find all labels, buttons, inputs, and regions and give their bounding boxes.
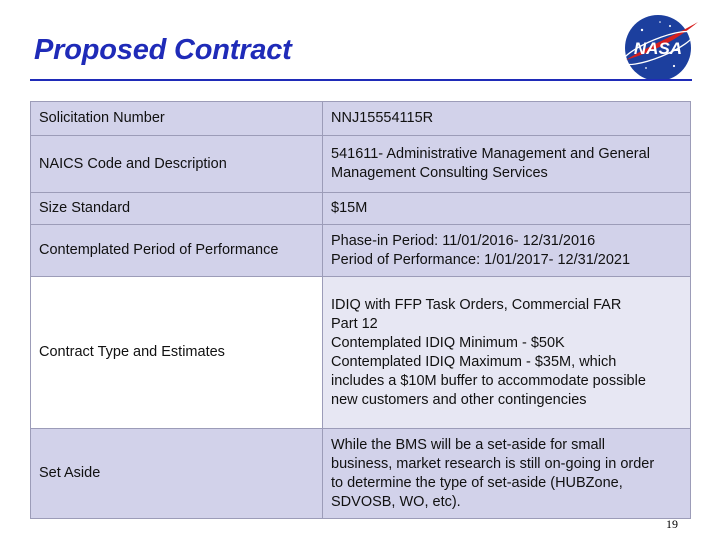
row-label: NAICS Code and Description	[31, 136, 323, 193]
row-label: Solicitation Number	[31, 102, 323, 136]
row-label: Contemplated Period of Performance	[31, 225, 323, 277]
row-value: While the BMS will be a set-aside for small business, market research is still on-going in order to determine the type of set-aside (HUBZone, SDVOSB, WO, etc).	[323, 429, 691, 519]
row-value: $15M	[323, 193, 691, 225]
title-underline	[30, 79, 692, 81]
contract-details-table	[30, 101, 691, 519]
slide-title: Proposed Contract	[34, 34, 292, 66]
table-row-period	[31, 225, 691, 277]
row-label: Contract Type and Estimates	[31, 277, 323, 429]
table-row-size-standard	[31, 193, 691, 225]
nasa-logo-icon	[612, 8, 702, 88]
table-row-set-aside	[31, 429, 691, 519]
row-label: Size Standard	[31, 193, 323, 225]
table-row-solicitation	[31, 102, 691, 136]
page-number: 19	[666, 517, 678, 531]
row-label: Set Aside	[31, 429, 323, 519]
row-value: Phase-in Period: 11/01/2016- 12/31/2016 Period of Performance: 1/01/2017- 12/31/2021	[323, 225, 691, 277]
row-value: NNJ15554115R	[323, 102, 691, 136]
table-row-naics	[31, 136, 691, 193]
row-value: 541611- Administrative Management and General Management Consulting Services	[323, 136, 691, 193]
table-row-contract-type	[31, 277, 691, 429]
logo-text: NASA	[633, 39, 683, 58]
row-value: IDIQ with FFP Task Orders, Commercial FAR Part 12 Contemplated IDIQ Minimum - $50K Contemplated IDIQ Maximum - $35M, which includes a $10M buffer to accommodate possible new customers and other contingencies	[323, 277, 691, 429]
